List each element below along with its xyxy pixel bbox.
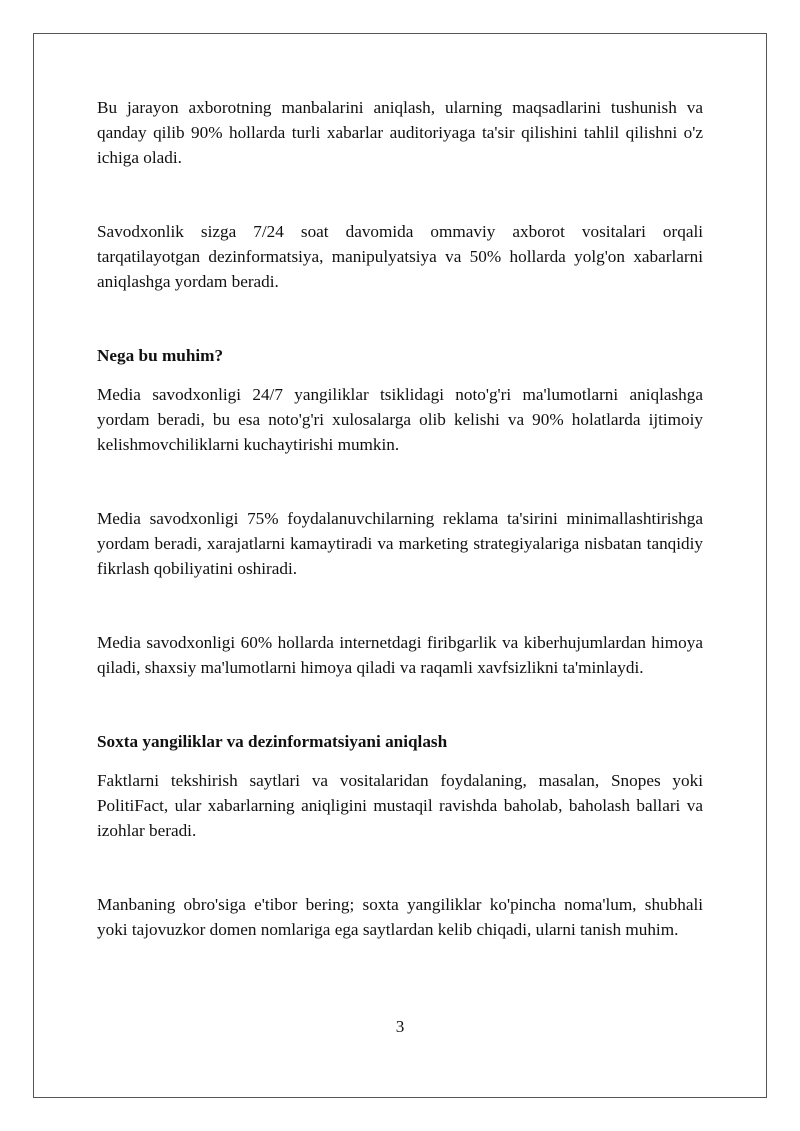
paragraph-2: Savodxonlik sizga 7/24 soat davomida ommaviy axborot vositalari orqali tarqatilayotgan dezinformatsiya, manipulyatsiya va 50% hollarda yolg'on xabarlarni aniqlashga yordam beradi. (97, 222, 703, 291)
paragraph-7: Manbaning obro'siga e'tibor bering; soxta yangiliklar ko'pincha noma'lum, shubhali yoki tajovuzkor domen nomlariga ega saytlardan kelib chiqadi, ularni tanish muhim. (97, 895, 703, 939)
paragraph-1: Bu jarayon axborotning manbalarini aniqlash, ularning maqsadlarini tushunish va qanday qilib 90% hollarda turli xabarlar auditoriyaga ta'sir qilishini tahlil qilishni o'z ichiga oladi. (97, 98, 703, 167)
paragraph-3: Media savodxonligi 24/7 yangiliklar tsiklidagi noto'g'ri ma'lumotlarni aniqlashga yordam beradi, bu esa noto'g'ri xulosalarga olib kelishi va 90% holatlarda ijtimoiy kelishmovchiliklarni kuchaytirishi mumkin. (97, 385, 703, 454)
section-heading-fake-news: Soxta yangiliklar va dezinformatsiyani aniqlash (97, 732, 448, 751)
paragraph-5: Media savodxonligi 60% hollarda internetdagi firibgarlik va kiberhujumlardan himoya qiladi, shaxsiy ma'lumotlarni himoya qiladi va raqamli xavfsizlikni ta'minlaydi. (97, 633, 703, 677)
document-body (97, 95, 703, 942)
paragraph-4: Media savodxonligi 75% foydalanuvchilarning reklama ta'sirini minimallashtirishga yordam beradi, xarajatlarni kamaytiradi va marketing strategiyalariga nisbatan tanqidiy fikrlash qobiliyatini oshiradi. (97, 509, 703, 578)
page-number: 3 (395, 1017, 405, 1036)
section-heading-importance: Nega bu muhim? (97, 346, 224, 365)
paragraph-6: Faktlarni tekshirish saytlari va vositalaridan foydalaning, masalan, Snopes yoki PolitiFact, ular xabarlarning aniqligini mustaqil ravishda baholab, baholash ballari va izohlar beradi. (97, 771, 703, 840)
